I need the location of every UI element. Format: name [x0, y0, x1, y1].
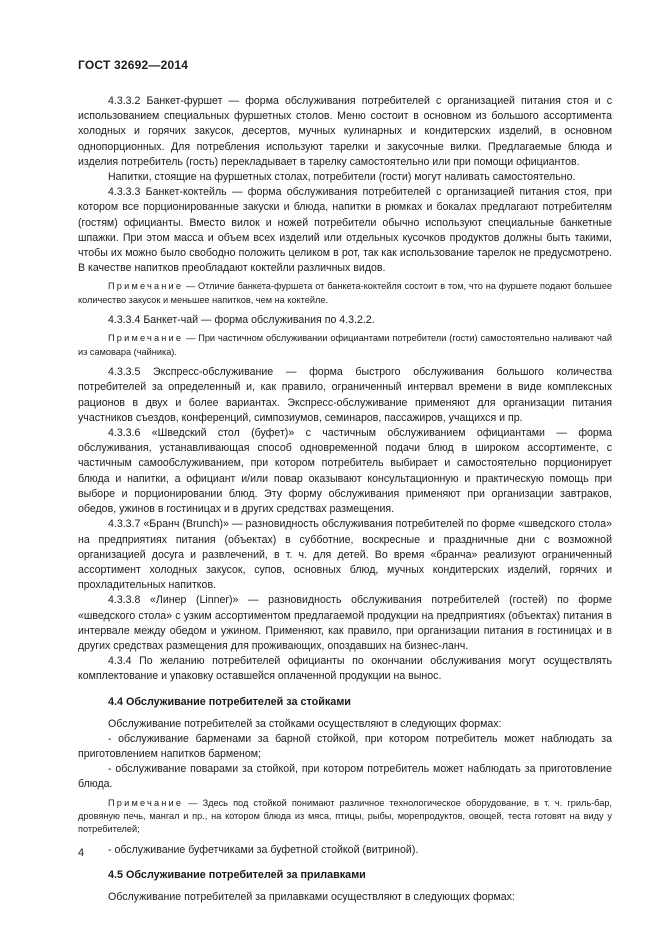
- page-number: 4: [78, 847, 85, 859]
- body-paragraph: Обслуживание потребителей за прилавками осуществляют в следующих формах:: [108, 890, 515, 903]
- body-paragraph: 4.3.3.8 «Линер (Linner)» — разновидность обслуживания потребителей (гостей) по форме «шведского стола» с узким ассортиментом предлагаемой продукции на предприятиях (объектах) питания в интервале между обедом и ужином. Применяют, как правило, при организации питания в гостиницах и в других средствах размещения для проживающих, опоздавших на бизнес-ланч.: [78, 594, 612, 652]
- note-paragraph: [78, 332, 612, 359]
- note-text: — При частичном обслуживании официантами потребители (гости) самостоятельно наливают чай из самовара (чайника).: [78, 333, 612, 357]
- section-heading: 4.5 Обслуживание потребителей за прилавками: [108, 868, 366, 881]
- note-paragraph: [78, 797, 612, 837]
- note-text: — Отличие банкета-фуршета от банкета-коктейля состоит в том, что на фуршете подают большее количество закусок и меньшее напитков, чем на коктейле.: [78, 281, 612, 305]
- body-paragraph: Обслуживание потребителей за стойками осуществляют в следующих формах:: [108, 717, 502, 730]
- body-paragraph: - обслуживание поварами за стойкой, при котором потребитель может наблюдать за приготовление блюда.: [78, 763, 612, 791]
- note-label: Примечание: [108, 797, 184, 808]
- body-paragraph: 4.3.3.7 «Бранч (Brunch)» — разновидность обслуживания потребителей по форме «шведского стола» на предприятиях питания (объектах) в субботние, воскресные и праздничные дни с возможной организацией досуга и развлечений, в т. ч. для детей. Во время «бранча» реализуют ограниченный ассортимент холодных закусок, супов, основных блюд, мучных кондитерских изделий, горячих и прохладительных напитков.: [78, 518, 612, 592]
- body-paragraph: 4.3.3.3 Банкет-коктейль — форма обслуживания потребителей с организацией питания стоя, при котором все порционированные закуски и блюда, напитки в рюмках и бокалах предлагают потребителям (гостям) официанты. Вместо вилок и ножей потребители обычно используют специальные банкетные шпажки. При этом масса и объем всех изделий или отдельных кусочков продуктов должны быть такими, чтобы их можно было свободно положить целиком в рот, так как использование тарелок не предусмотрено. В качестве напитков преобладают коктейли различных видов.: [78, 186, 612, 275]
- note-label: Примечание: [108, 281, 184, 292]
- body-paragraph: 4.3.3.6 «Шведский стол (буфет)» с частичным обслуживанием официантами — форма обслуживания, устанавливающая способ одновременной подачи блюд в широком ассортименте, с частичным самообслуживанием, при котором потребитель выбирает и самостоятельно порционирует блюда и напитки, а официант и/или повар оказывают консультационную и практическую помощь при выборе и порционировании блюд. Эту форму обслуживания применяют при организации завтраков, обедов, ужинов в гостиницах и в других средствах размещения.: [78, 427, 612, 516]
- document-body: [78, 94, 612, 905]
- body-paragraph: 4.3.3.5 Экспресс-обслуживание — форма быстрого обслуживания большого количества потребителей за определенный и, как правило, ограниченный интервал времени в виде комплексных рационов в двух и более вариантах. Экспресс-обслуживание применяют для организации питания участников съездов, конференций, симпозиумов, семинаров, пассажиров, учащихся и пр.: [78, 366, 612, 424]
- body-paragraph: - обслуживание барменами за барной стойкой, при котором потребитель может наблюдать за приготовлением напитков барменом;: [78, 732, 612, 760]
- body-paragraph: Напитки, стоящие на фуршетных столах, потребители (гости) могут наливать самостоятельно.: [108, 171, 576, 184]
- body-paragraph: 4.3.4 По желанию потребителей официанты по окончании обслуживания могут осуществлять комплектование и упаковку оставшейся оплаченной продукции на вынос.: [78, 655, 612, 683]
- note-label: Примечание: [108, 333, 184, 344]
- body-paragraph: 4.3.3.4 Банкет-чай — форма обслуживания по 4.3.2.2.: [108, 314, 375, 327]
- note-paragraph: [78, 280, 612, 307]
- body-paragraph: - обслуживание буфетчиками за буфетной стойкой (витриной).: [108, 843, 419, 856]
- body-paragraph: 4.3.3.2 Банкет-фуршет — форма обслуживания потребителей с организацией питания стоя и с использованием специальных фуршетных столов. Меню состоит в основном из большого ассортимента холодных и горячих закусок, десертов, мучных кулинарных и кондитерских изделий, в основном однопорционных. Для потребления используют тарелки и закусочные вилки. Предлагаемые блюда и изделия потребитель (гость) перекладывает в тарелку самостоятельно или при помощи официантов.: [78, 95, 612, 168]
- note-text: — Здесь под стойкой понимают различное технологическое оборудование, в т. ч. гриль-бар, дровяную печь, мангал и пр., на котором блюда из мяса, птицы, рыбы, морепродуктов, овощей, теста готовят на виду у потребителей;: [78, 797, 612, 835]
- section-heading: 4.4 Обслуживание потребителей за стойками: [108, 695, 351, 708]
- document-header: ГОСТ 32692—2014: [78, 58, 189, 72]
